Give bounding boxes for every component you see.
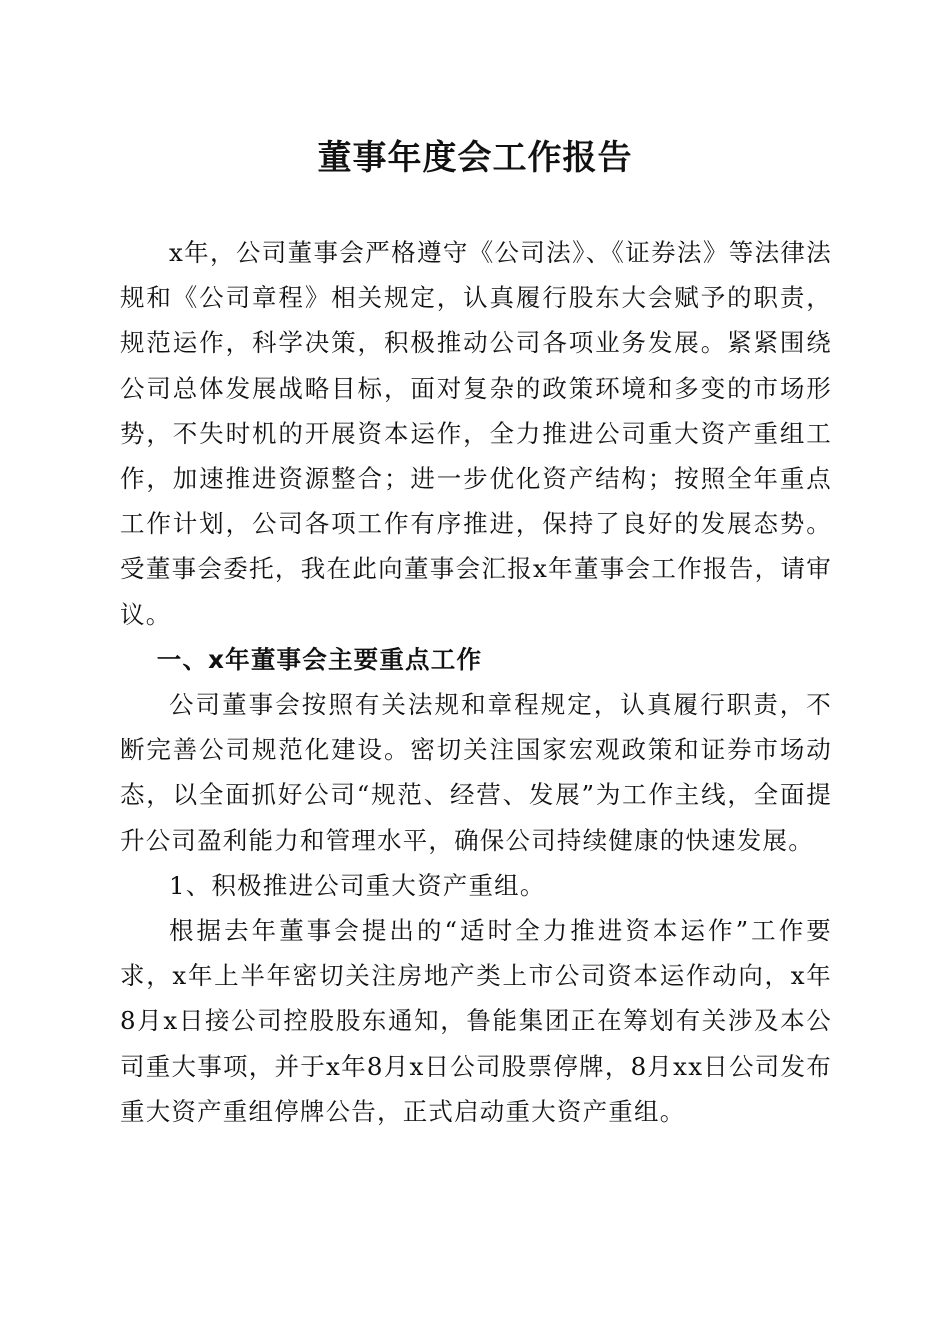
section-paragraph: 公司董事会按照有关法规和章程规定，认真履行职责，不断完善公司规范化建设。密切关注国家宏观政策和证券市场动态，以全面抓好公司“规范、经营、发展”为工作主线，全面提升公司盈利能力和管理水平，确保公司持续健康的快速发展。 (120, 690, 832, 855)
section-heading: 一、x年董事会主要重点工作 (156, 644, 483, 674)
subsection-paragraph: 根据去年董事会提出的“适时全力推进资本运作”工作要求，x年上半年密切关注房地产类上市公司资本运作动向，x年8月x日接公司控股股东通知，鲁能集团正在筹划有关涉及本公司重大事项，并于x年8月x日公司股票停牌，8月xx日公司发布重大资产重组停牌公告，正式启动重大资产重组。 (120, 916, 832, 1126)
intro-paragraph: x年，公司董事会严格遵守《公司法》、《证券法》等法律法规和《公司章程》相关规定，认真履行股东大会赋予的职责，规范运作，科学决策，积极推动公司各项业务发展。紧紧围绕公司总体发展战略目标，面对复杂的政策环境和多变的市场形势，不失时机的开展资本运作，全力推进公司重大资产重组工作，加速推进资源整合；进一步优化资产结构；按照全年重点工作计划，公司各项工作有序推进，保持了良好的发展态势。受董事会委托，我在此向董事会汇报x年董事会工作报告，请审议。 (120, 238, 832, 629)
document-title: 董事年度会工作报告 (317, 138, 633, 178)
document-body (120, 230, 832, 1134)
subsection-heading: 1、积极推进公司重大资产重组。 (169, 870, 546, 900)
